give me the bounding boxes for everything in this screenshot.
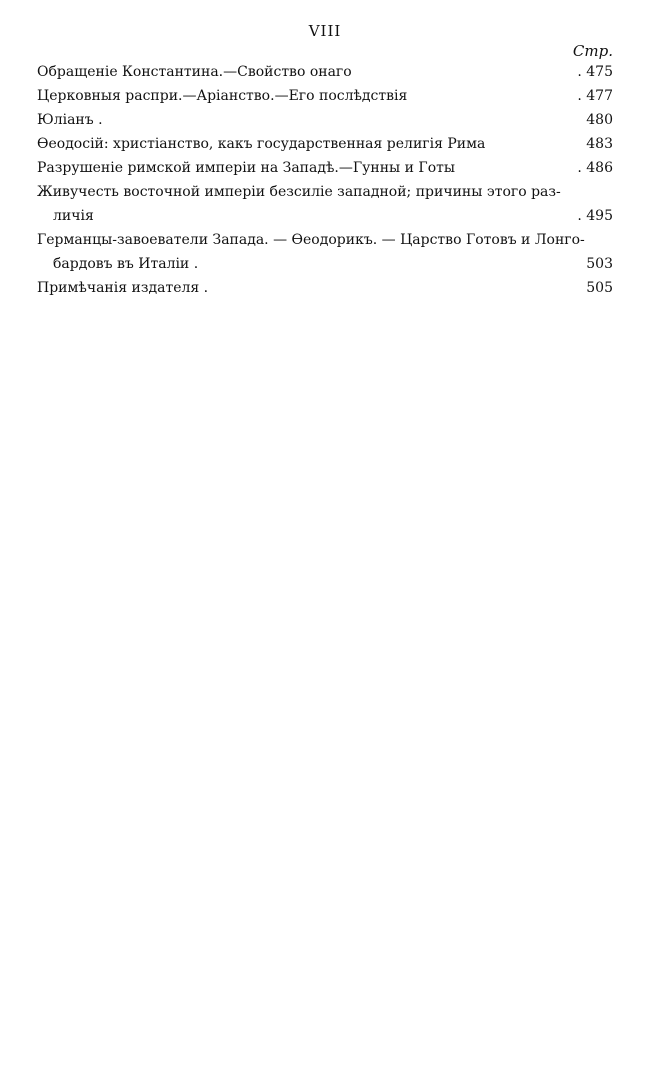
toc-entry-title: Германцы-завоеватели Запада. — Өеодорикъ. — Царство Готовъ и Лонго- [37,232,585,248]
toc-entry [37,276,613,300]
page-number: VIII [308,22,342,40]
toc-entry-page: . 486 [571,156,613,180]
toc-entry-title: Обращеніе Константина.—Свойство онаго [37,64,352,80]
toc-entry-title-continuation: бардовъ въ Италіи . [53,256,199,272]
toc-entry-title-continuation: личія [53,208,94,224]
toc-entry [37,156,613,180]
toc-entry [37,60,613,84]
toc-entry-title: Юліанъ . [37,112,103,128]
toc-entry [37,132,613,156]
toc-entry-page: . 475 [571,60,613,84]
table-of-contents [37,60,613,300]
toc-entry [37,84,613,108]
toc-entry [37,180,613,228]
toc-entry-page: 483 [580,132,613,156]
toc-entry-title: Живучесть восточной имперіи безсиліе западной; причины этого раз- [37,184,561,200]
toc-entry-page: 503 [580,252,613,276]
toc-entry-page: 505 [580,276,613,300]
toc-entry-page: . 477 [571,84,613,108]
page-column-header: Стр. [572,42,613,60]
toc-entry [37,108,613,132]
toc-entry-title: Примѣчанія издателя . [37,280,209,296]
toc-entry-page: . 495 [571,204,613,228]
toc-entry-title: Өеодосій: христіанство, какъ государственная религія Рима [37,136,486,152]
toc-entry-page: 480 [580,108,613,132]
toc-entry-title: Разрушеніе римской имперіи на Западѣ.—Гунны и Готы [37,160,456,176]
toc-entry [37,228,613,276]
toc-entry-title: Церковныя распри.—Аріанство.—Его послѣдствія [37,88,408,104]
